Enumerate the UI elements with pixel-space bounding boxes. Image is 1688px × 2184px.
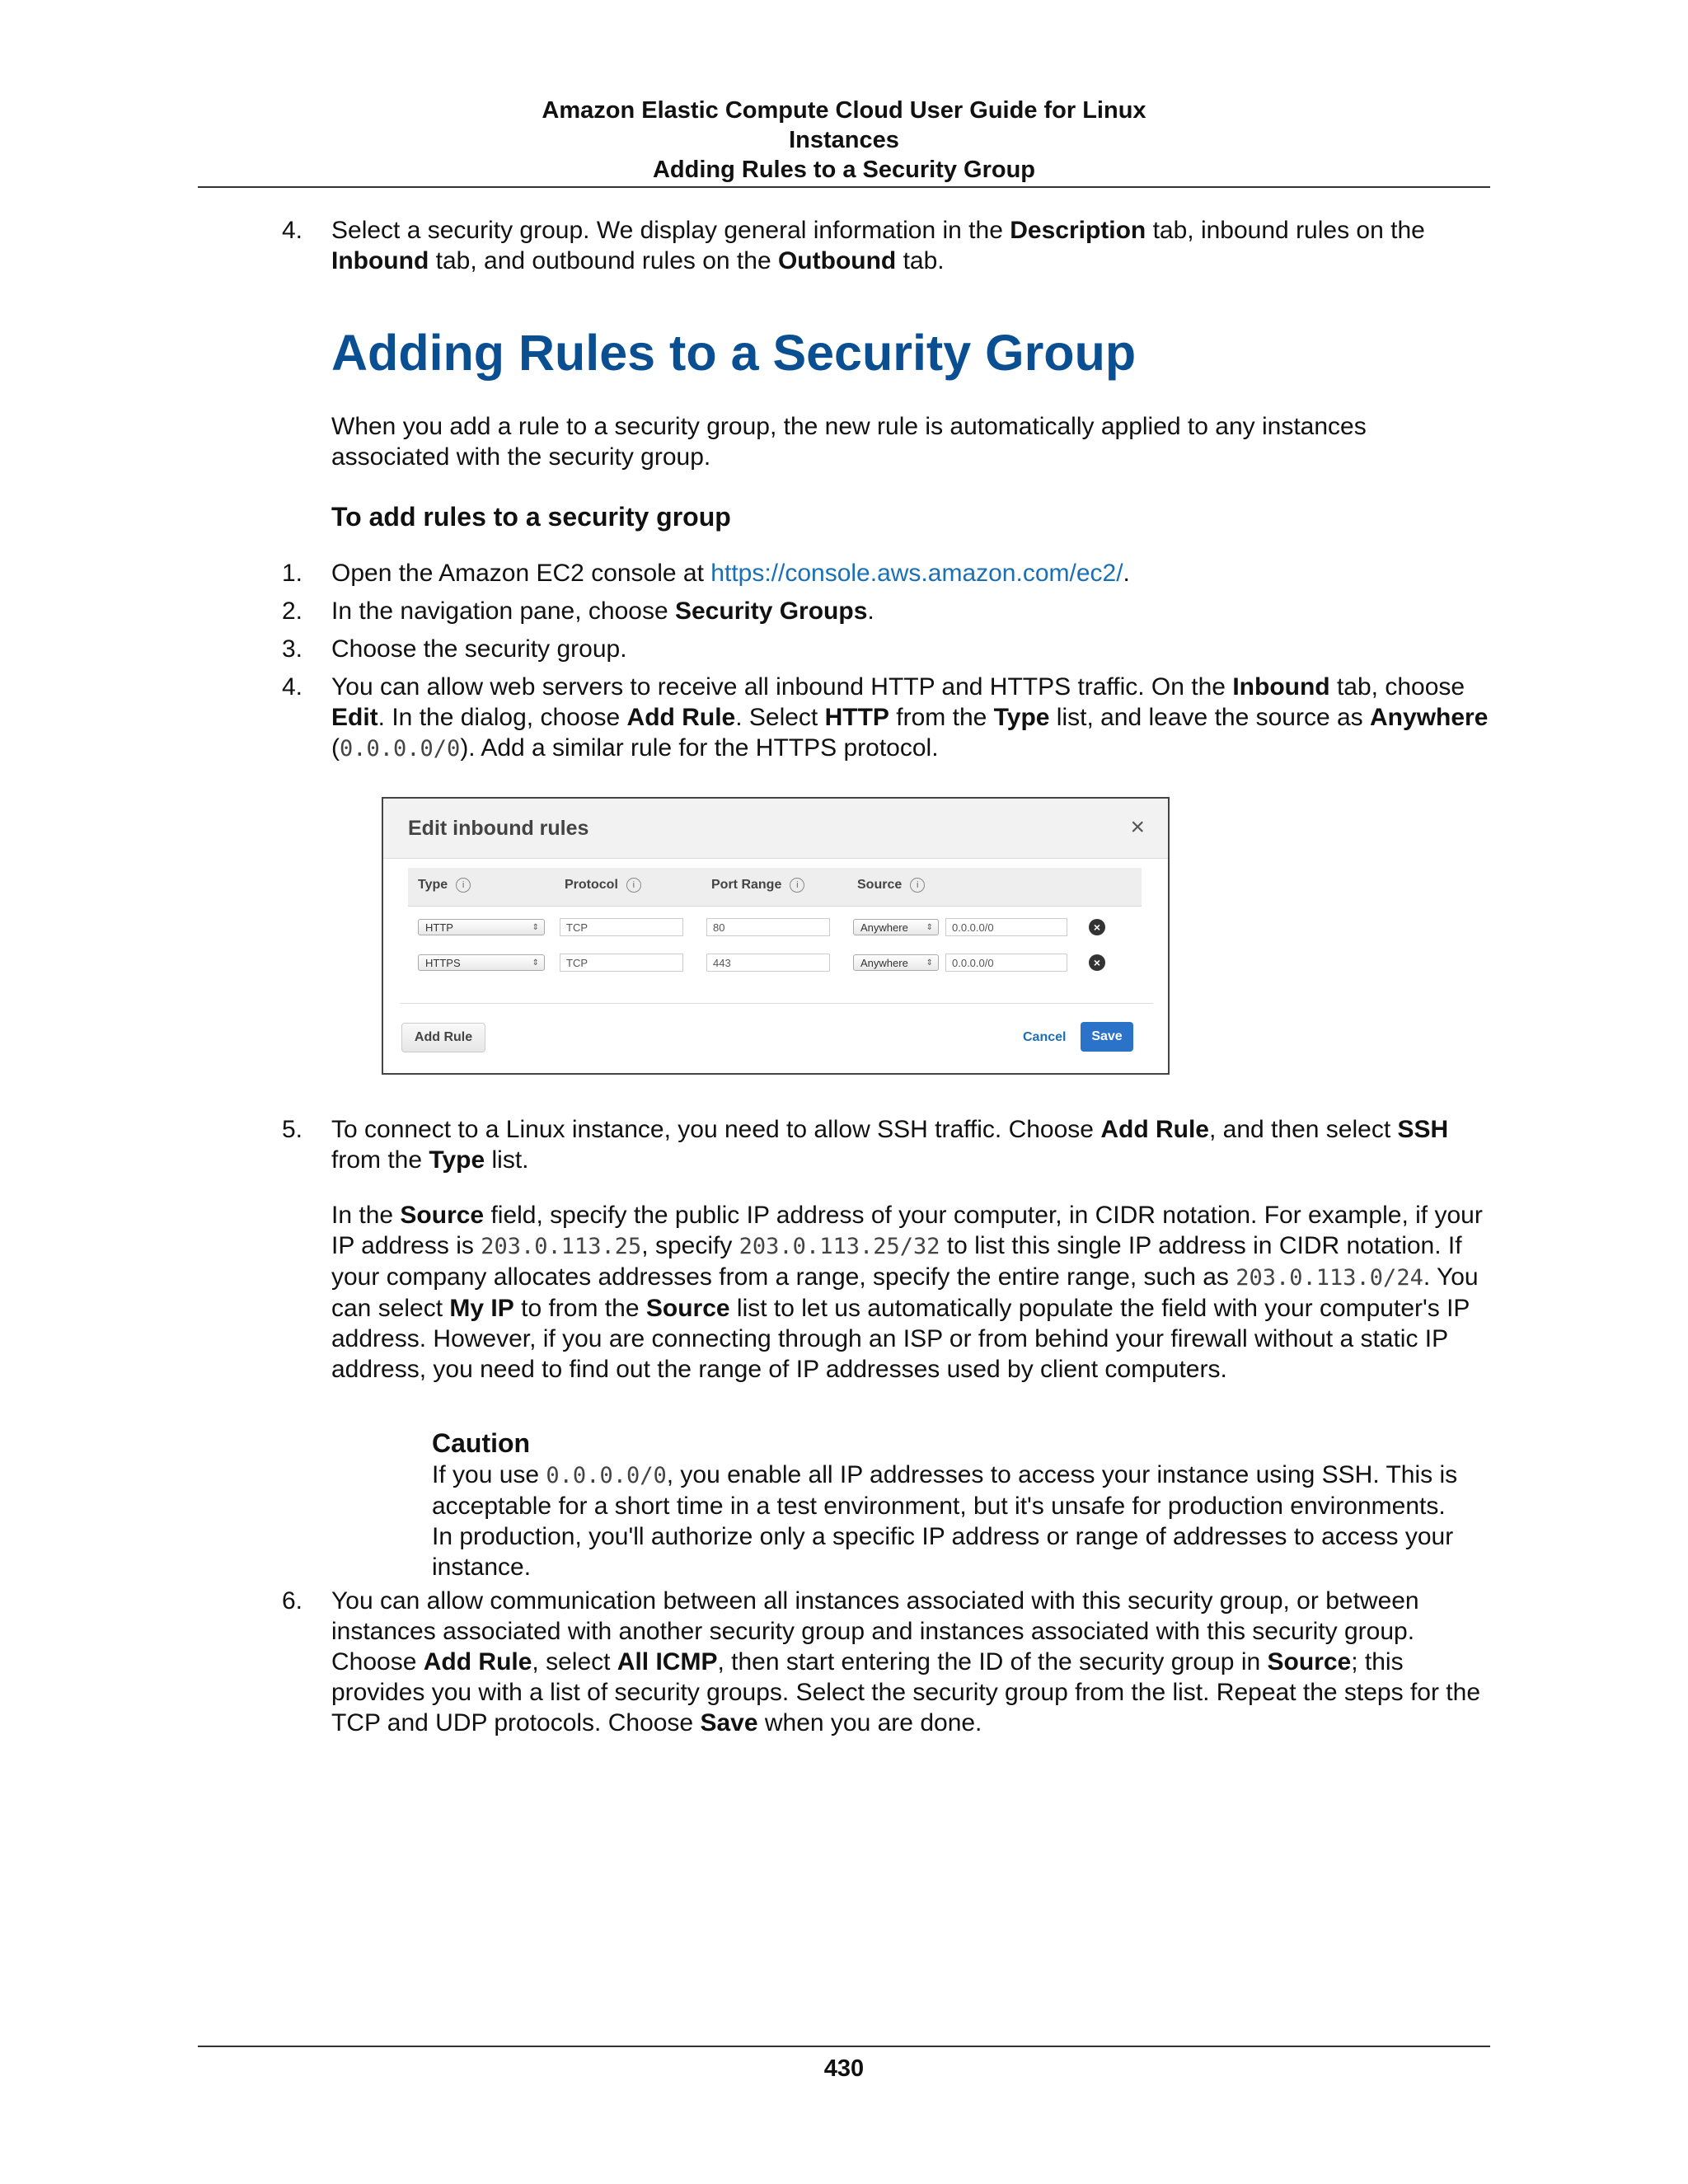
column-port-range: Port Range i <box>711 878 804 893</box>
footer-divider <box>198 2046 1490 2047</box>
column-source: Source i <box>857 878 925 893</box>
procedure-title: To add rules to a security group <box>331 502 731 532</box>
source-cidr-field[interactable]: 0.0.0.0/0 <box>945 918 1067 936</box>
info-icon[interactable]: i <box>626 878 641 893</box>
source-cidr-field[interactable]: 0.0.0.0/0 <box>945 954 1067 972</box>
source-select[interactable]: Anywhere ⇕ <box>853 954 939 971</box>
caution-note <box>432 1427 1470 1582</box>
section-intro: When you add a rule to a security group, the new rule is automatically applied to any instances associated with the security group. <box>331 413 1367 471</box>
step-6: 6. You can allow communication between all instances associated with this security group, or between instances associated with another security group and instances associated with this security group. Choose Add Rule, select All ICMP, then start entering the ID of the security group in Source; this provides you with a list of security groups. Select the security group from the list. Repeat the steps for the TCP and UDP protocols. Choose Save when you are done. <box>282 1587 1481 1736</box>
source-select[interactable]: Anywhere ⇕ <box>853 919 939 935</box>
protocol-field[interactable]: TCP <box>560 954 683 972</box>
column-type: Type i <box>418 878 471 893</box>
step-3: 3. Choose the security group. <box>282 635 627 663</box>
page-header <box>198 96 1490 185</box>
select-arrow-icon: ⇕ <box>926 923 933 932</box>
info-icon[interactable]: i <box>910 878 925 893</box>
step-number: 3. <box>282 635 303 663</box>
header-chapter: Instances <box>789 127 899 153</box>
select-arrow-icon: ⇕ <box>926 958 933 968</box>
caution-text: If you use 0.0.0.0/0, you enable all IP addresses to access your instance using SSH. This is acceptable for a short time in a test environment, but it's unsafe for production environments. In production, you'll authorize only a specific IP address or range of addresses to access your instance. <box>432 1461 1458 1581</box>
dialog-title: Edit inbound rules <box>408 817 589 840</box>
table-row <box>408 949 1142 982</box>
dialog-divider <box>400 1003 1153 1004</box>
step-number: 4. <box>282 673 303 701</box>
select-arrow-icon: ⇕ <box>532 958 539 968</box>
select-arrow-icon: ⇕ <box>532 923 539 932</box>
save-button[interactable]: Save <box>1081 1022 1133 1052</box>
add-rule-button[interactable]: Add Rule <box>401 1023 485 1052</box>
ec2-console-link[interactable]: https://console.aws.amazon.com/ec2/ <box>710 560 1123 587</box>
step-2: 2. In the navigation pane, choose Security Groups. <box>282 598 874 625</box>
remove-rule-icon[interactable]: × <box>1089 954 1105 971</box>
page-number: 430 <box>823 2055 865 2082</box>
header-section: Adding Rules to a Security Group <box>652 157 1036 183</box>
caution-title: Caution <box>432 1428 531 1458</box>
type-select[interactable]: HTTP ⇕ <box>418 919 545 935</box>
step-number: 1. <box>282 560 303 587</box>
step-1: 1. Open the Amazon EC2 console at https://console.aws.amazon.com/ec2/. <box>282 560 1130 587</box>
step-4: 4. You can allow web servers to receive all inbound HTTP and HTTPS traffic. On the Inbound tab, choose Edit. In the dialog, choose Add Rule. Select HTTP from the Type list, and leave the source as Anywhere (0.0.0.0/0). Add a similar rule for the HTTPS protocol. <box>282 673 1489 762</box>
close-icon[interactable]: × <box>1130 813 1145 841</box>
protocol-field[interactable]: TCP <box>560 918 683 936</box>
step-number: 6. <box>282 1587 303 1615</box>
port-range-field[interactable]: 443 <box>706 954 830 972</box>
info-icon[interactable]: i <box>790 878 804 893</box>
info-icon[interactable]: i <box>456 878 471 893</box>
column-protocol: Protocol i <box>565 878 641 893</box>
step-number: 2. <box>282 598 303 625</box>
table-row <box>408 914 1142 947</box>
step-5: 5. To connect to a Linux instance, you need to allow SSH traffic. Choose Add Rule, and then select SSH from the Type list. <box>282 1116 1449 1174</box>
rules-table-header <box>408 868 1142 907</box>
remove-rule-icon[interactable]: × <box>1089 919 1105 935</box>
type-select[interactable]: HTTPS ⇕ <box>418 954 545 971</box>
step-text: Select a security group. We display general information in the Description tab, inbound rules on the Inbound tab, and outbound rules on the Outbound tab. <box>331 217 1425 274</box>
header-guide-title: Amazon Elastic Compute Cloud User Guide for Linux <box>542 97 1146 124</box>
step-5-source-paragraph: In the Source field, specify the public IP address of your computer, in CIDR notation. For example, if your IP address is 203.0.113.25, specify 203.0.113.25/32 to list this single IP address in CIDR notation. If your company allocates addresses from a range, specify the entire range, such as 203.0.113.0/24. You can select My IP to from the Source list to let us automatically populate the field with your computer's IP address. However, if you are connecting through an ISP or from behind your firewall without a static IP address, you need to find out the range of IP addresses used by client computers. <box>331 1202 1483 1383</box>
port-range-field[interactable]: 80 <box>706 918 830 936</box>
prev-step-4 <box>282 215 1490 276</box>
cancel-button[interactable]: Cancel <box>1023 1030 1067 1044</box>
header-divider <box>198 186 1490 188</box>
section-title: Adding Rules to a Security Group <box>331 325 1137 381</box>
step-number: 4. <box>282 217 303 244</box>
dialog-header <box>383 799 1168 859</box>
edit-inbound-rules-dialog <box>382 797 1170 1075</box>
step-number: 5. <box>282 1116 303 1143</box>
